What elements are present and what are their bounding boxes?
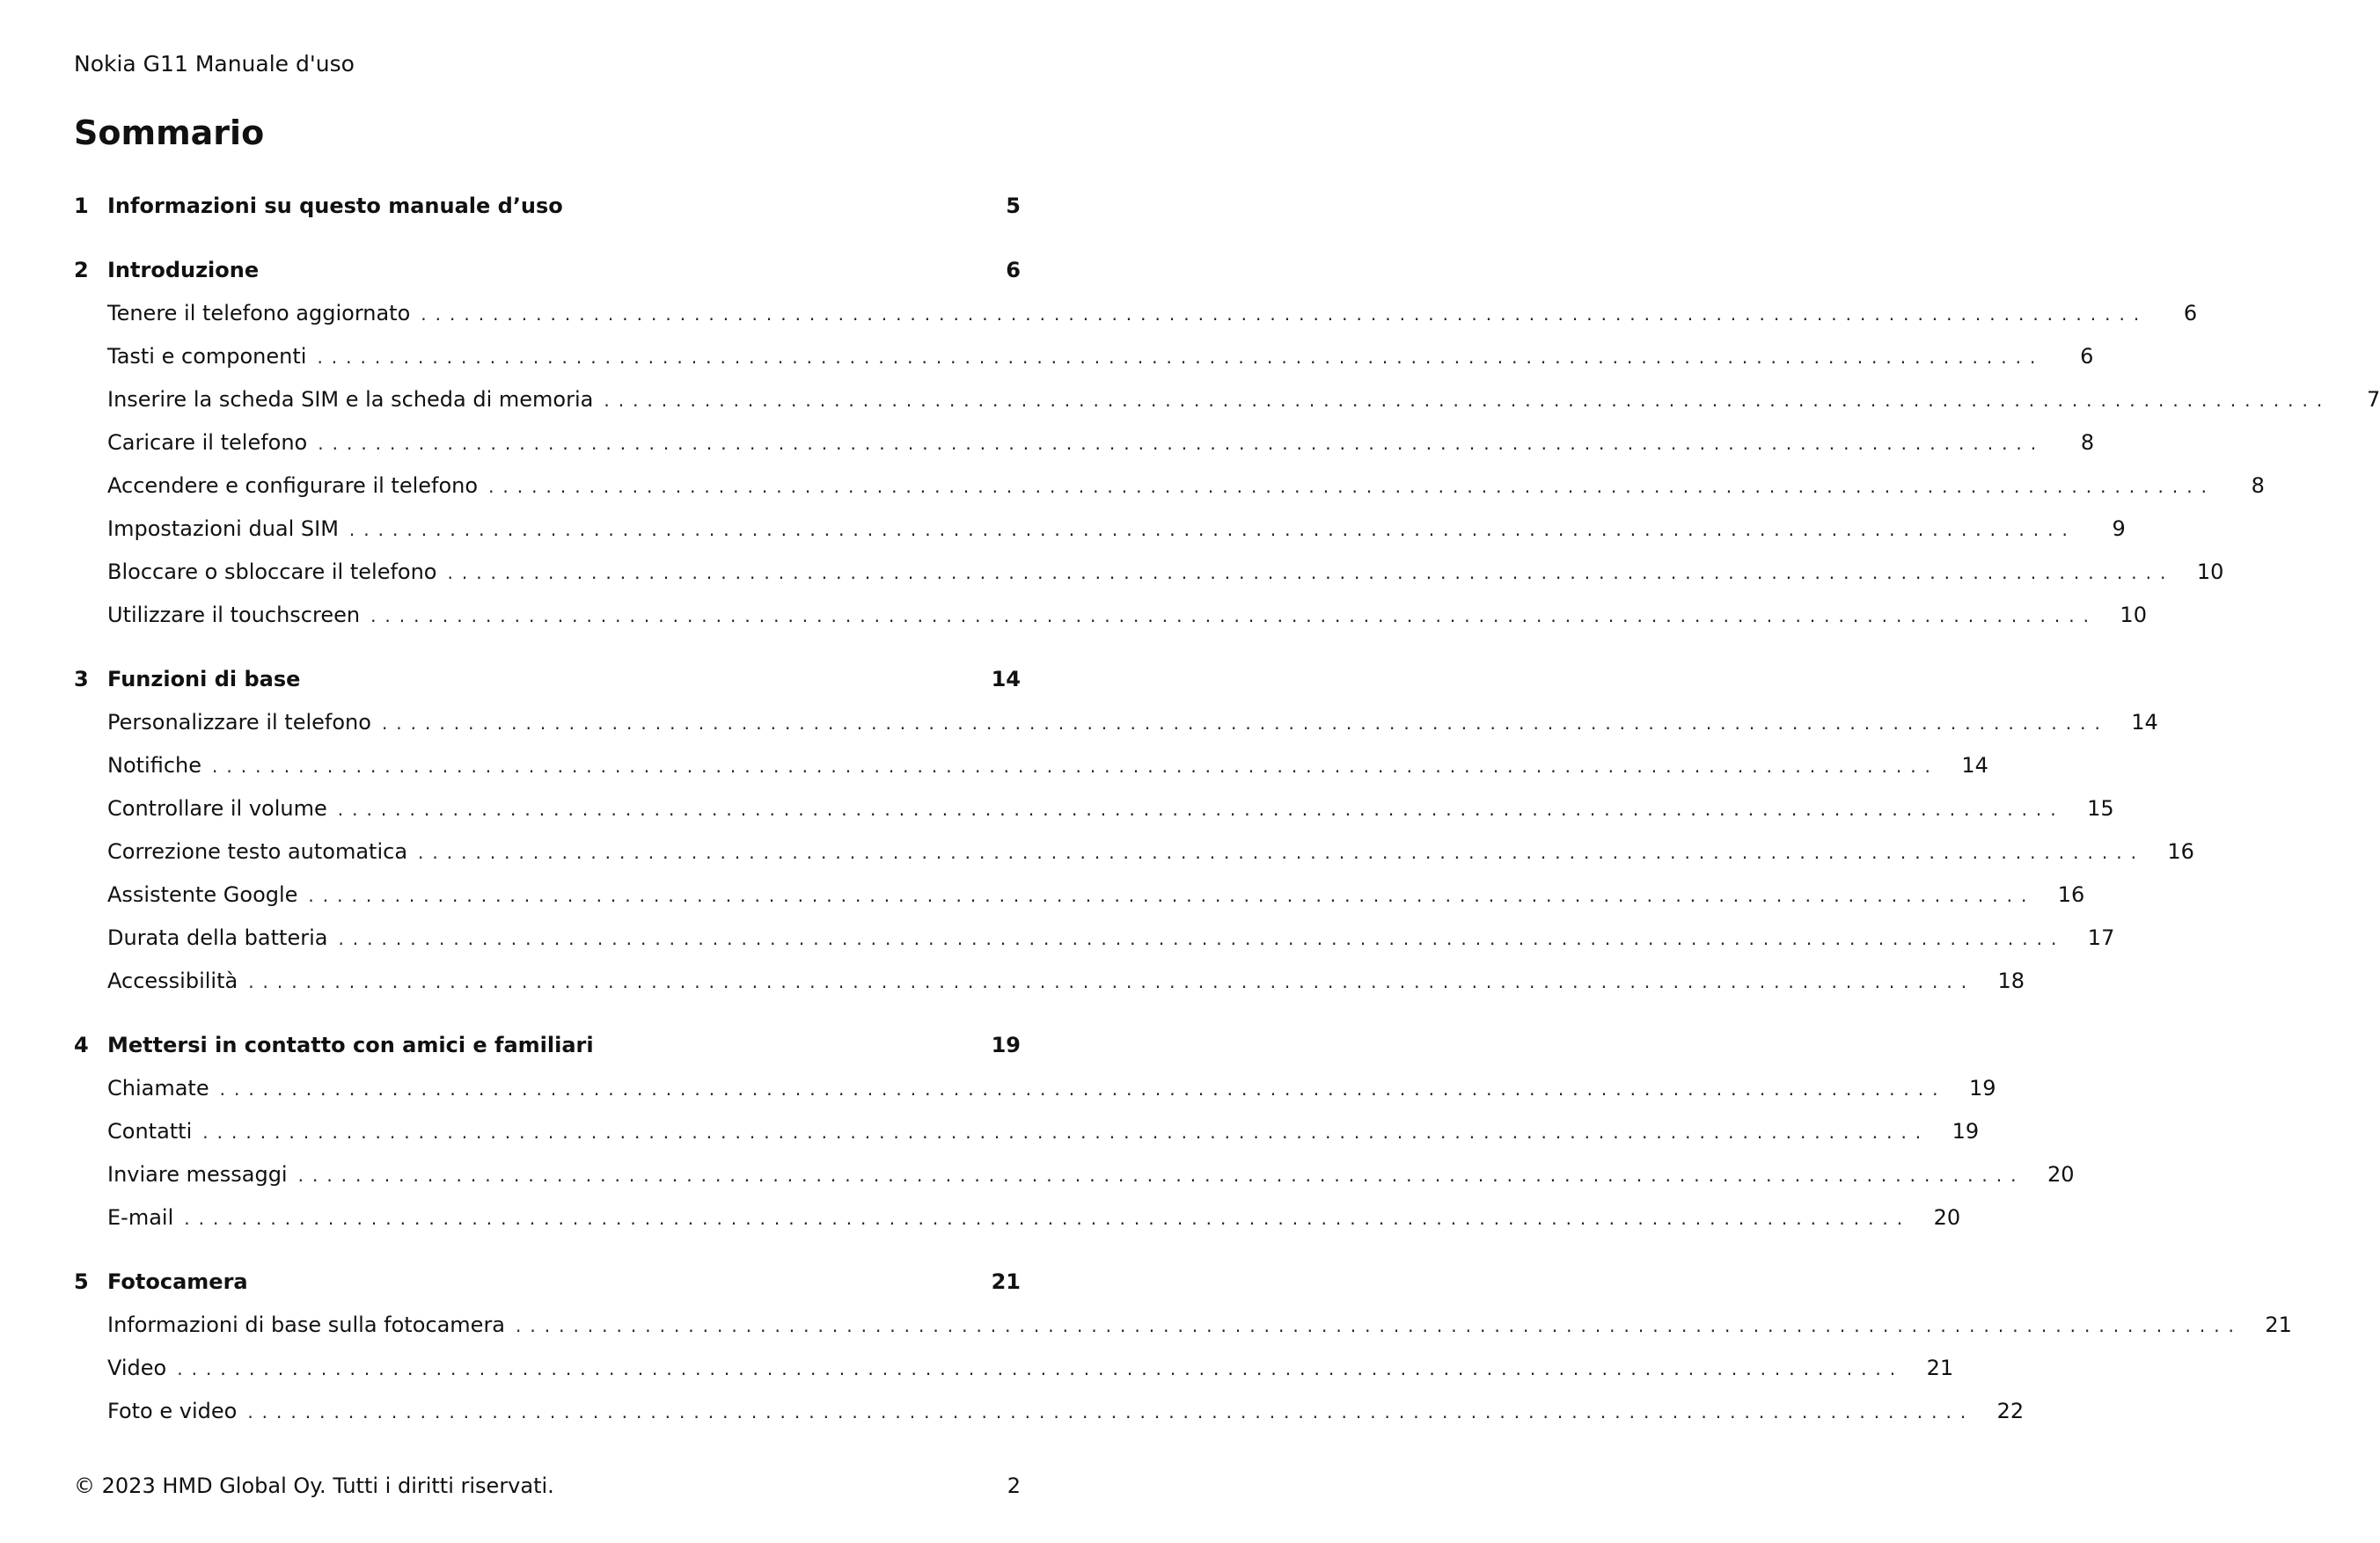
entry-title: Accessibilità [107,969,238,993]
entry-title: Video [107,1356,167,1380]
toc-entry[interactable] [74,960,2025,1003]
entry-page-number: 20 [1933,1205,1961,1230]
entry-title: Informazioni di base sulla fotocamera [107,1313,506,1337]
entry-title: Notifiche [107,753,202,778]
chapter-title: Funzioni di base [107,667,301,691]
toc-entry[interactable] [74,701,2158,744]
document-footer [74,1473,1021,1499]
toc-entry[interactable] [74,292,2198,335]
dot-leader: ........................................................................................................................ [488,476,2215,497]
entry-page-number: 7 [2366,387,2380,412]
toc-entry[interactable] [74,421,2095,464]
dot-leader: ........................................................................................................................ [212,756,1939,777]
chapter-number: 5 [74,1269,89,1294]
toc-chapter [74,185,1021,228]
dot-leader: ........................................................................................................................ [381,713,2109,734]
entry-title: E-mail [107,1205,174,1230]
entry-title: Tenere il telefono aggiornato [107,301,411,325]
entry-page-number: 16 [2167,839,2194,864]
toc-chapter-heading[interactable] [74,1024,1021,1067]
dot-leader: ........................................................................................................................ [248,971,1976,992]
toc-entry[interactable] [74,744,1988,787]
entry-page-number: 10 [2120,603,2147,627]
toc-chapter [74,1261,2292,1433]
toc-entry[interactable] [74,917,2115,960]
toc-entry[interactable] [74,874,2085,917]
toc-chapter-heading[interactable] [74,1261,1021,1304]
toc-entry[interactable] [74,508,2126,551]
toc-entry[interactable] [74,1153,2075,1196]
chapter-page-number: 6 [1006,258,1021,282]
entry-title: Inviare messaggi [107,1162,288,1187]
toc-entry[interactable] [74,551,2224,594]
entry-page-number: 9 [2112,516,2126,541]
toc-chapter [74,249,2380,637]
chapter-number: 3 [74,667,89,691]
entry-page-number: 20 [2047,1162,2075,1187]
chapter-number: 2 [74,258,89,282]
entry-page-number: 16 [2057,882,2085,907]
entry-page-number: 17 [2087,925,2115,950]
toc-chapter [74,1024,2075,1240]
chapter-number: 1 [74,194,89,218]
dot-leader: ........................................................................................................................ [219,1079,1947,1100]
dot-leader: ........................................................................................................................ [338,928,2066,949]
document-header: Nokia G11 Manuale d'uso [74,51,355,77]
entry-title: Assistente Google [107,882,298,907]
dot-leader: ........................................................................................................................ [317,347,2045,368]
dot-leader: ........................................................................................................................ [184,1208,1912,1229]
chapter-number: 4 [74,1033,89,1057]
dot-leader: ........................................................................................................................ [370,605,2098,626]
toc-entry[interactable] [74,787,2114,830]
entry-page-number: 21 [1926,1356,1954,1380]
toc-entry[interactable] [74,830,2194,874]
chapter-page-number: 14 [991,667,1021,691]
entry-title: Utilizzare il touchscreen [107,603,361,627]
entry-page-number: 8 [2080,430,2095,455]
dot-leader: ........................................................................................................................ [308,885,2036,906]
dot-leader: ........................................................................................................................ [516,1315,2243,1336]
entry-title: Contatti [107,1119,193,1144]
page-number: 2 [1007,1474,1021,1498]
entry-title: Personalizzare il telefono [107,710,371,735]
entry-page-number: 8 [2251,473,2265,498]
toc-entry[interactable] [74,464,2265,508]
dot-leader: ........................................................................................................................ [447,562,2175,583]
entry-page-number: 14 [1961,753,1988,778]
chapter-title: Informazioni su questo manuale d’uso [107,194,563,218]
toc-entry[interactable] [74,335,2094,378]
entry-title: Accendere e configurare il telefono [107,473,479,498]
toc-entry[interactable] [74,1390,2025,1433]
dot-leader: ........................................................................................................................ [247,1401,1975,1422]
dot-leader: ........................................................................................................................ [421,303,2149,325]
entry-page-number: 19 [1968,1076,1996,1101]
toc-entry[interactable] [74,1067,1996,1110]
page-title: Sommario [74,113,265,152]
chapter-title: Mettersi in contatto con amici e familiari [107,1033,594,1057]
entry-page-number: 22 [1996,1399,2025,1423]
dot-leader: ........................................................................................................................ [297,1165,2025,1186]
entry-title: Controllare il volume [107,796,327,821]
entry-title: Correzione testo automatica [107,839,408,864]
chapter-page-number: 19 [991,1033,1021,1057]
toc-entry[interactable] [74,1110,1980,1153]
toc-chapter-heading[interactable] [74,185,1021,228]
entry-page-number: 21 [2265,1313,2292,1337]
dot-leader: ........................................................................................................................ [337,799,2065,820]
copyright-text: © 2023 HMD Global Oy. Tutti i diritti riservati. [74,1474,554,1498]
entry-title: Impostazioni dual SIM [107,516,339,541]
entry-page-number: 18 [1997,969,2025,993]
chapter-page-number: 21 [991,1269,1021,1294]
dot-leader: ........................................................................................................................ [604,390,2332,411]
toc-entry[interactable] [74,378,2380,421]
toc-entry[interactable] [74,1347,1954,1390]
dot-leader: ........................................................................................................................ [177,1358,1905,1379]
toc-entry[interactable] [74,594,2147,637]
entry-title: Durata della batteria [107,925,328,950]
entry-page-number: 6 [2183,301,2198,325]
dot-leader: ........................................................................................................................ [318,433,2046,454]
entry-page-number: 14 [2131,710,2158,735]
toc-chapter-heading[interactable] [74,658,1021,701]
entry-title: Tasti e componenti [107,344,307,369]
toc-chapter-heading[interactable] [74,249,1021,292]
entry-page-number: 15 [2087,796,2114,821]
entry-page-number: 19 [1952,1119,1980,1144]
entry-page-number: 10 [2196,559,2224,584]
dot-leader: ........................................................................................................................ [202,1122,1930,1143]
entry-page-number: 6 [2080,344,2094,369]
table-of-contents [74,185,2380,1454]
chapter-page-number: 5 [1006,194,1021,218]
toc-entry[interactable] [74,1196,1961,1240]
entry-title: Bloccare o sbloccare il telefono [107,559,437,584]
chapter-title: Introduzione [107,258,260,282]
entry-title: Foto e video [107,1399,238,1423]
dot-leader: ........................................................................................................................ [348,519,2076,540]
entry-title: Inserire la scheda SIM e la scheda di memoria [107,387,594,412]
chapter-title: Fotocamera [107,1269,248,1294]
toc-chapter [74,658,2194,1003]
entry-title: Chiamate [107,1076,209,1101]
entry-title: Caricare il telefono [107,430,308,455]
toc-entry[interactable] [74,1304,2292,1347]
dot-leader: ........................................................................................................................ [418,842,2145,863]
